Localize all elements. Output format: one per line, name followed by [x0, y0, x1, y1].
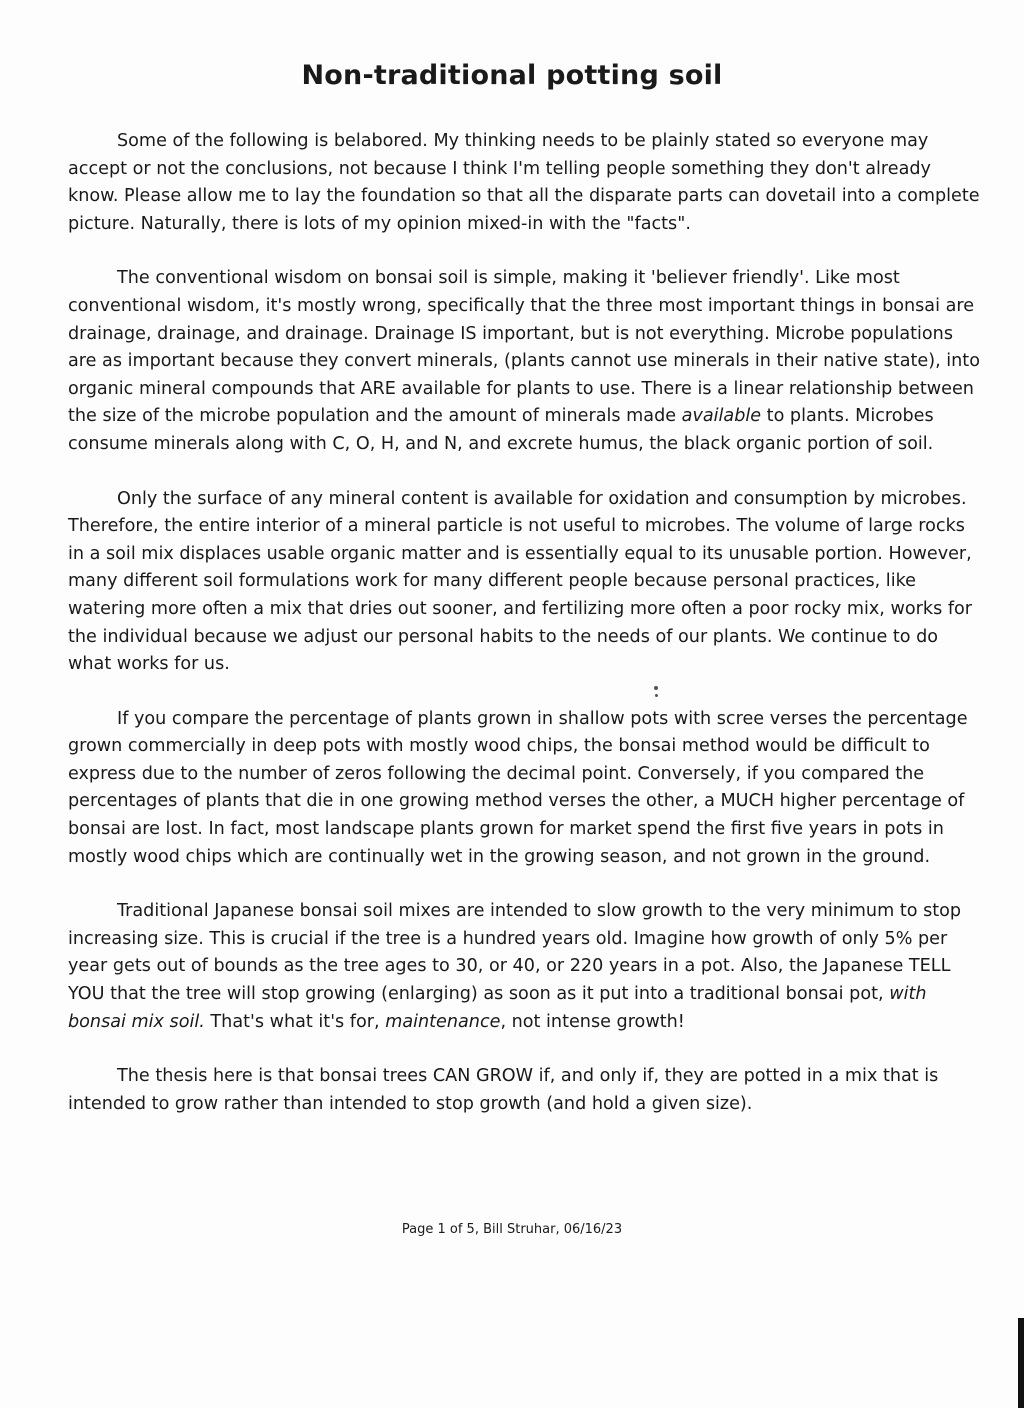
paragraph-text: Traditional Japanese bonsai soil mixes are intended to slow growth to the very minimum to stop increasing size. This is crucial if the tree is a hundred years old. Imagine how growth of only 5% per year gets out of bounds as the tree ages to 30, or 40, or 220 years in a pot. Also, the Japanese TELL YOU that the tree will stop growing (enlarging) as soon as it put into a traditional bonsai pot,	[68, 901, 962, 1005]
paragraph-text: Only the surface of any mineral content is available for oxidation and consumption by microbes. Therefore, the entire interior of a mineral particle is not useful to microbes. The volume of large rocks in a soil mix displaces usable organic matter and is essentially equal to its unusable portion. However, many different soil formulations work for many different people because personal practices, like watering more often a mix that dries out sooner, and fertilizing more often a poor rocky mix, works for the individual because we adjust our personal habits to the needs of our plants. We continue to do what works for us.	[68, 488, 973, 675]
paragraph-text: Some of the following is belabored. My thinking needs to be plainly stated so everyone may accept or not the conclusions, not because I think I'm telling people something they don't already know. Please allow me to lay the foundation so that all the disparate parts can dovetail into a complete picture. Naturally, there is lots of my opinion mixed-in with the "facts".	[68, 131, 980, 234]
page-footer: Page 1 of 5, Bill Struhar, 06/16/23	[401, 1222, 623, 1237]
paragraph-text: If you compare the percentage of plants grown in shallow pots with scree verses the percentage grown commercially in deep pots with mostly wood chips, the bonsai method would be difficult to express due to the number of zeros following the decimal point. Conversely, if you compared the percentages of plants that die in one growing method verses the other, a MUCH higher percentage of bonsai are lost. In fact, most landscape plants grown for market spend the first five years in pots in mostly wood chips which are continually wet in the growing season, and not grown in the ground.	[68, 708, 968, 867]
paragraph-text: to plants. Microbes consume minerals along with C, O, H, and N, and excrete humus, the black organic portion of soil.	[68, 406, 934, 454]
body-paragraph	[68, 898, 980, 1036]
body-paragraph	[68, 486, 980, 679]
body-paragraph	[68, 128, 980, 238]
italic-text: with bonsai mix soil.	[68, 984, 927, 1032]
italic-text: available	[681, 406, 762, 427]
paragraph-text: The conventional wisdom on bonsai soil is simple, making it 'believer friendly'. Like most conventional wisdom, it's mostly wrong, specifically that the three most important things in bonsai are drainage, drainage, and drainage. Drainage IS important, but is not everything. Microbe populations are as important because they convert minerals, (plants cannot use minerals in their native state), into organic mineral compounds that ARE available for plants to use. There is a linear relationship between the size of the microbe population and the amount of minerals made	[68, 268, 980, 427]
scan-speck	[654, 686, 658, 690]
italic-text: maintenance	[385, 1011, 501, 1032]
scan-speck	[655, 694, 658, 697]
document-title: Non-traditional potting soil	[301, 60, 723, 91]
paragraph-text: The thesis here is that bonsai trees CAN GROW if, and only if, they are potted in a mix that is intended to grow rather than intended to stop growth (and hold a given size).	[68, 1066, 939, 1114]
paragraph-text: , not intense growth!	[500, 1011, 685, 1032]
body-paragraph	[68, 265, 980, 458]
scan-edge-mark	[1018, 1318, 1024, 1408]
document-body	[68, 128, 980, 1145]
paragraph-text: That's what it's for,	[204, 1011, 386, 1032]
body-paragraph	[68, 706, 980, 872]
body-paragraph	[68, 1063, 980, 1118]
